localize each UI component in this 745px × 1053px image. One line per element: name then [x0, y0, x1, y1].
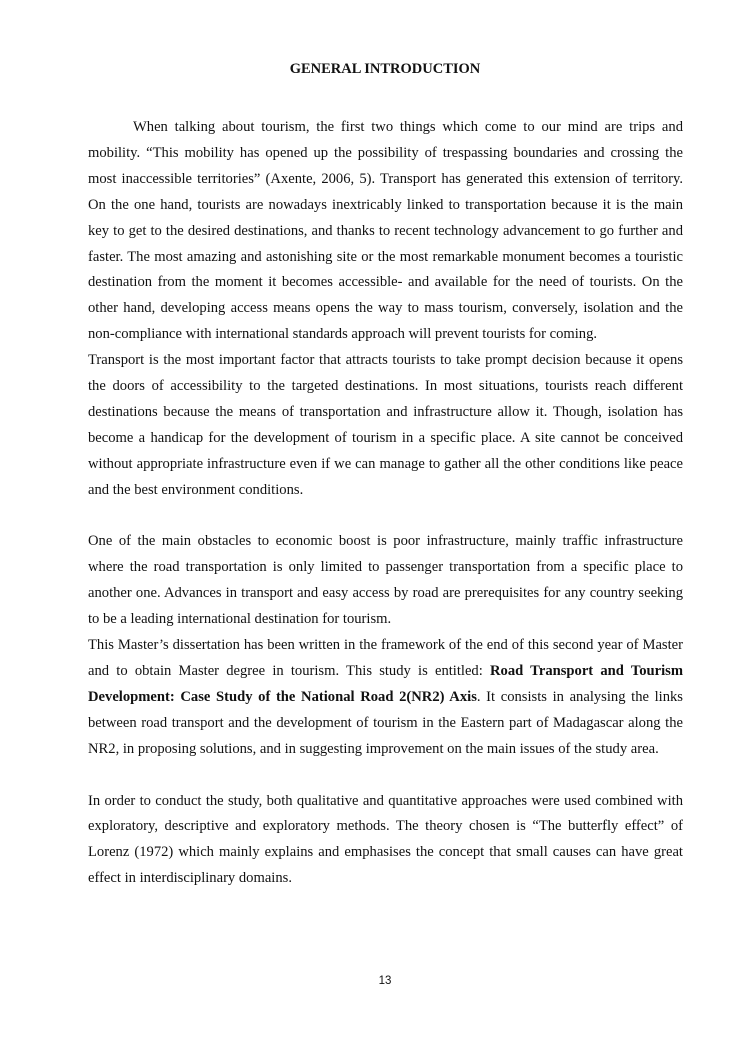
text: . It consists in analysing the links between road transport and the development of tourism in the Eastern part of Madagascar along the NR2, in proposing solutions, and in suggesting improvement on the main issues of the study area.: [88, 688, 683, 757]
paragraph-gap: [88, 763, 683, 789]
paragraph-study-title: [88, 633, 683, 763]
page-number: 13: [378, 975, 392, 987]
page-title: GENERAL INTRODUCTION: [289, 61, 481, 77]
document-body: [88, 115, 683, 892]
paragraph: When talking about tourism, the first two things which come to our mind are trips and mobility. “This mobility has opened up the possibility of trespassing boundaries and crossing the most inaccessible territories” (Axente, 2006, 5). Transport has generated this extension of territory. On the one hand, tourists are nowadays inextricably linked to transportation because it is the main key to get to the desired destinations, and thanks to recent technology advancement to go further and faster. The most amazing and astonishing site or the most remarkable monument becomes a touristic destination from the moment it becomes accessible- and available for the need of tourists. On the other hand, developing access means opens the way to mass tourism, conversely, isolation and the non-compliance with international standards approach will prevent tourists for coming.: [88, 119, 683, 343]
text: This Master’s dissertation has been written in the framework of the end of this second year of Master and to obtain Master degree in tourism. This study is entitled:: [88, 637, 683, 680]
study-title: Road Transport and Tourism Development: Case Study of the National Road 2(NR2) Axis: [88, 663, 684, 705]
paragraph-gap: [88, 504, 683, 530]
paragraph: One of the main obstacles to economic boost is poor infrastructure, mainly traffic infrastructure where the road transportation is only limited to passenger transportation from a specific place to another one. Advances in transport and easy access by road are prerequisites for any country seeking to be a leading international destination for tourism.: [88, 533, 683, 628]
paragraph: In order to conduct the study, both qualitative and quantitative approaches were used combined with exploratory, descriptive and exploratory methods. The theory chosen is “The butterfly effect” of Lorenz (1972) which mainly explains and emphasises the concept that small causes can have great effect in interdisciplinary domains.: [88, 792, 683, 887]
paragraph: Transport is the most important factor that attracts tourists to take prompt decision because it opens the doors of accessibility to the targeted destinations. In most situations, tourists reach different destinations because the means of transportation and infrastructure allow it. Though, isolation has become a handicap for the development of tourism in a specific place. A site cannot be conceived without appropriate infrastructure even if we can manage to gather all the other conditions like peace and the best environment conditions.: [88, 352, 683, 498]
